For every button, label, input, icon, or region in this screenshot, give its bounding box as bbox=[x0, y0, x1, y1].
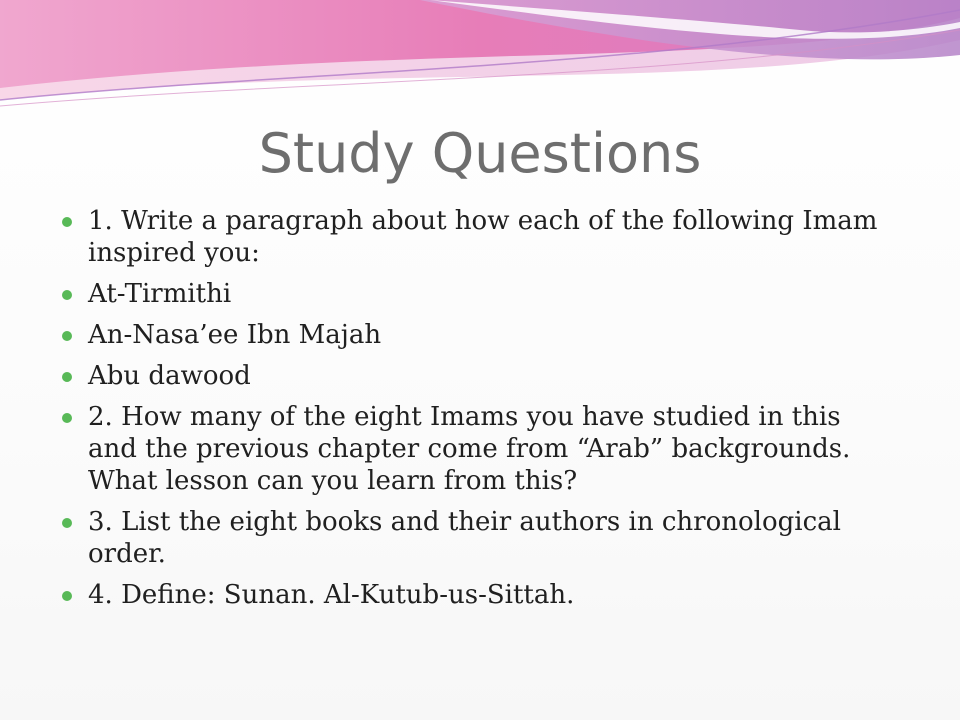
bullet-dot-icon bbox=[62, 290, 72, 300]
bullet-dot-icon bbox=[62, 518, 72, 528]
bullet-text: 3. List the eight books and their authors in chronological order. bbox=[88, 507, 841, 569]
list-item bbox=[62, 319, 892, 351]
bullet-dot-icon bbox=[62, 591, 72, 601]
list-item bbox=[62, 579, 892, 611]
list-item bbox=[62, 401, 892, 497]
bullet-dot-icon bbox=[62, 331, 72, 341]
bullet-text: At-Tirmithi bbox=[88, 279, 232, 309]
bullet-text: An-Nasa’ee Ibn Majah bbox=[88, 320, 382, 350]
list-item bbox=[62, 205, 892, 269]
bullet-list bbox=[62, 205, 892, 620]
bullet-dot-icon bbox=[62, 372, 72, 382]
bullet-text: 2. How many of the eight Imams you have studied in this and the previous chapter come from “Arab” backgrounds. What lesson can you learn from this? bbox=[88, 402, 851, 496]
bullet-dot-icon bbox=[62, 413, 72, 423]
bullet-text: Abu dawood bbox=[88, 361, 251, 391]
bullet-text: 4. Define: Sunan. Al-Kutub-us-Sittah. bbox=[88, 580, 575, 610]
list-item bbox=[62, 506, 892, 570]
bullet-dot-icon bbox=[62, 217, 72, 227]
decorative-header-wave bbox=[0, 0, 960, 120]
slide-title: Study Questions bbox=[258, 122, 702, 185]
list-item bbox=[62, 278, 892, 310]
list-item bbox=[62, 360, 892, 392]
bullet-text: 1. Write a paragraph about how each of the following Imam inspired you: bbox=[88, 206, 878, 268]
